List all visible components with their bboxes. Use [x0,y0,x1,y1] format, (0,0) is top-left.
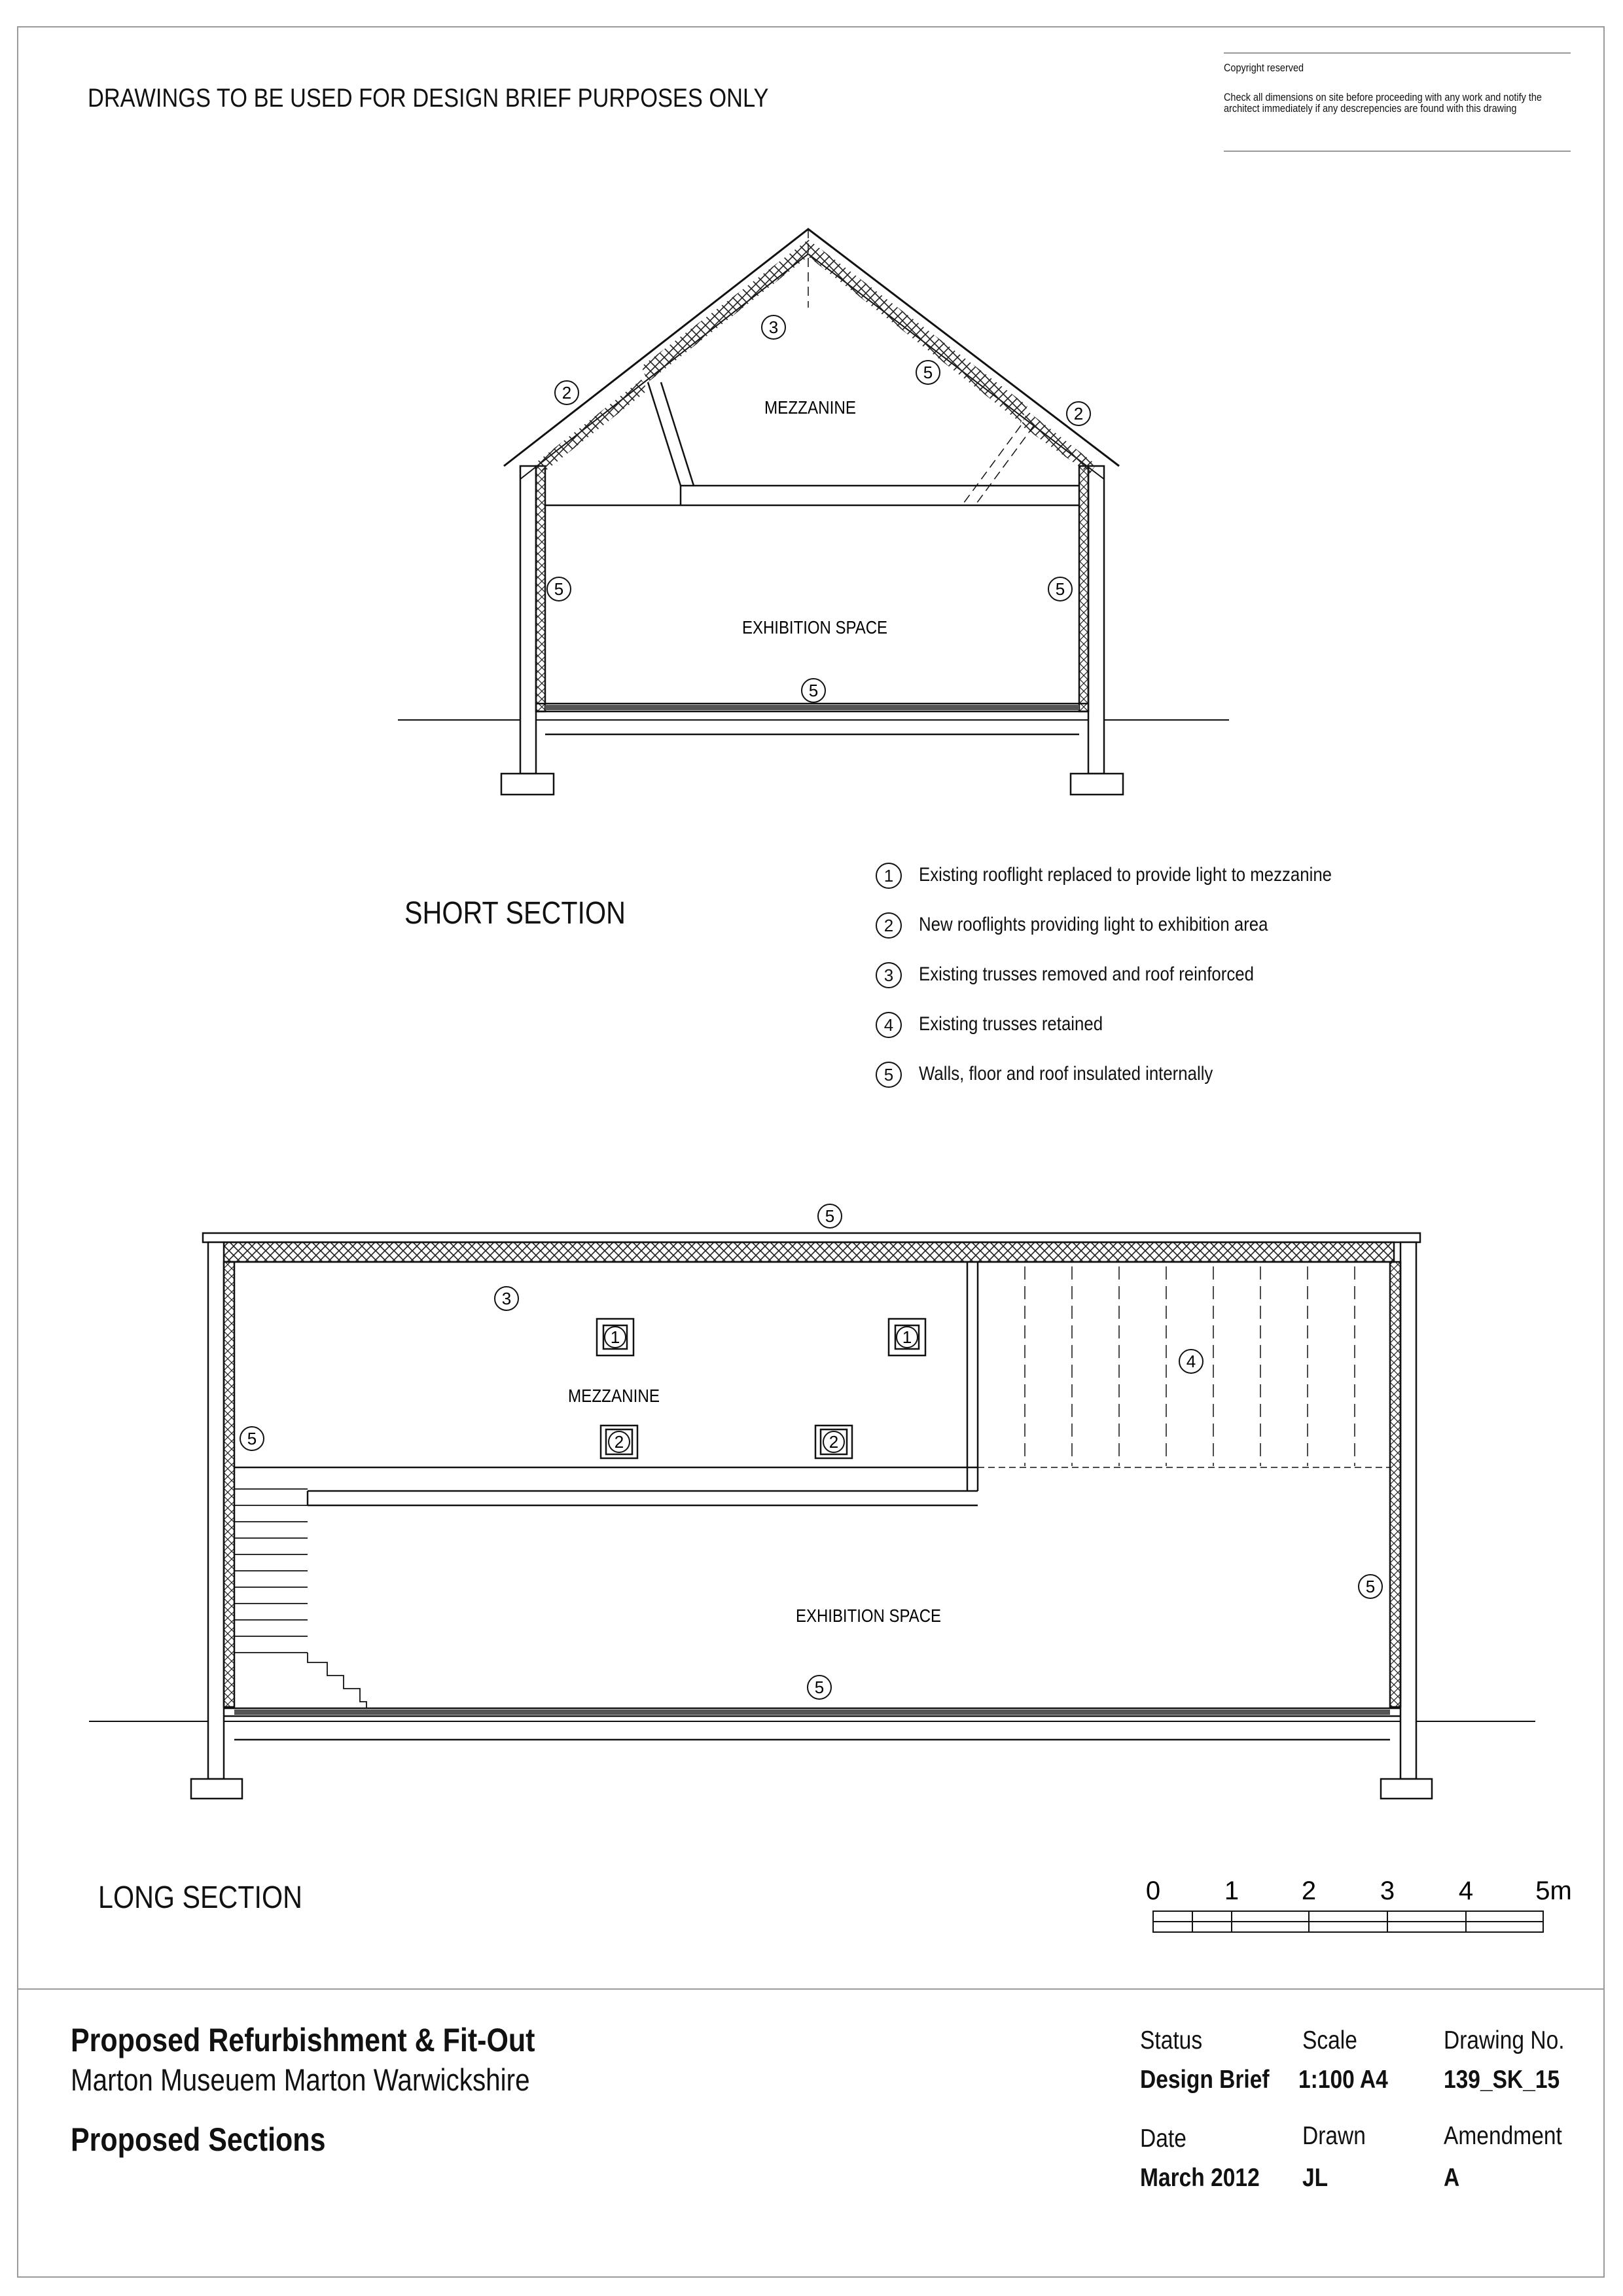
scale-tick-1: 1 [1224,1876,1240,1905]
short-marker-5-floor-text: 5 [808,681,819,700]
short-marker-5-left [547,577,571,601]
short-section-drawing [398,229,1229,795]
long-marker-5-right-text: 5 [1365,1577,1376,1596]
long-marker-4-text: 4 [1186,1352,1196,1371]
long-marker-1-right-text: 1 [902,1327,912,1347]
long-marker-2-left [609,1431,630,1452]
date-label: Date [1140,2125,1186,2153]
copyright-text: Check all dimensions on site before proceeding with any work and notify the architect immediately if any descrepencies are found with this drawing [1224,91,1542,115]
project-location: Marton Museuem Marton Warwickshire [71,2062,530,2097]
short-marker-2-right-text: 2 [1073,404,1084,423]
short-marker-5-right-text: 5 [1055,579,1065,599]
scale-tick-3: 3 [1380,1876,1395,1905]
drawn-value: JL [1302,2164,1329,2192]
drawing-no-label: Drawing No. [1444,2026,1565,2054]
scale-tick-4: 4 [1458,1876,1474,1905]
design-brief-note: DRAWINGS TO BE USED FOR DESIGN BRIEF PURPOSES ONLY [88,84,769,113]
long-marker-5-roof-text: 5 [825,1206,835,1226]
scale-tick-0: 0 [1145,1876,1161,1905]
short-marker-2-right [1067,402,1090,425]
sheet-title: Proposed Sections [71,2121,326,2158]
long-marker-5-roof [818,1204,842,1228]
short-marker-3-text: 3 [768,317,779,337]
short-marker-5-roof-text: 5 [923,363,933,382]
long-marker-2-left-text: 2 [614,1432,624,1452]
scale-bar [1146,1876,1572,1932]
legend-num-2: 2 [876,912,902,939]
long-marker-5-floor-text: 5 [814,1677,825,1697]
short-marker-2-left [555,381,579,404]
long-marker-3-text: 3 [501,1289,512,1308]
long-marker-4 [1179,1350,1203,1373]
long-marker-5-floor [808,1676,831,1699]
long-marker-1-right [897,1327,918,1348]
long-marker-2-right [823,1431,844,1452]
scale-tick-2: 2 [1301,1876,1317,1905]
scale-label: Scale [1302,2026,1357,2054]
legend-text-3: Existing trusses removed and roof reinforced [919,963,1254,985]
amendment-value: A [1444,2164,1460,2192]
legend-text-1: Existing rooflight replaced to provide light to mezzanine [919,864,1332,886]
short-marker-5-floor [802,679,825,702]
short-mezzanine-label: MEZZANINE [764,397,856,418]
short-marker-5-left-text: 5 [554,579,564,599]
status-label: Status [1140,2026,1203,2054]
legend-text-2: New rooflights providing light to exhibition area [919,914,1268,935]
long-mezzanine-label: MEZZANINE [568,1386,660,1406]
scale-tick-5m: 5m [1535,1876,1572,1905]
drawn-label: Drawn [1302,2122,1366,2150]
legend-text-4: Existing trusses retained [919,1013,1103,1035]
short-section-markers [547,315,1090,702]
short-marker-5-roof [916,361,940,384]
title-block-divider [17,1988,1605,1990]
long-marker-2-right-text: 2 [829,1432,839,1452]
copyright-title: Copyright reserved [1224,62,1304,74]
status-value: Design Brief [1140,2066,1270,2094]
long-section-title: LONG SECTION [98,1880,302,1915]
legend-num-3: 3 [876,962,902,988]
long-marker-1-left-text: 1 [610,1327,620,1347]
long-marker-5-left-text: 5 [247,1429,257,1448]
short-marker-3 [762,315,785,339]
long-exhibition-label: EXHIBITION SPACE [796,1605,941,1626]
scale-value: 1:100 A4 [1298,2066,1388,2094]
long-marker-5-left [240,1427,264,1450]
date-value: March 2012 [1140,2164,1260,2192]
drawing-no-value: 139_SK_15 [1444,2066,1560,2094]
short-exhibition-label: EXHIBITION SPACE [742,617,887,637]
long-marker-5-right [1359,1575,1382,1598]
short-marker-2-left-text: 2 [562,383,572,403]
legend-num-1: 1 [876,863,902,889]
short-marker-5-right [1048,577,1072,601]
legend-num-5: 5 [876,1062,902,1088]
legend-text-5: Walls, floor and roof insulated internally [919,1063,1213,1085]
short-section-title: SHORT SECTION [404,896,626,931]
amendment-label: Amendment [1444,2122,1562,2150]
legend-num-4: 4 [876,1012,902,1038]
project-title: Proposed Refurbishment & Fit-Out [71,2022,535,2058]
long-marker-3 [495,1287,518,1310]
long-section-drawing [89,1233,1535,1799]
long-marker-1-left [605,1327,626,1348]
